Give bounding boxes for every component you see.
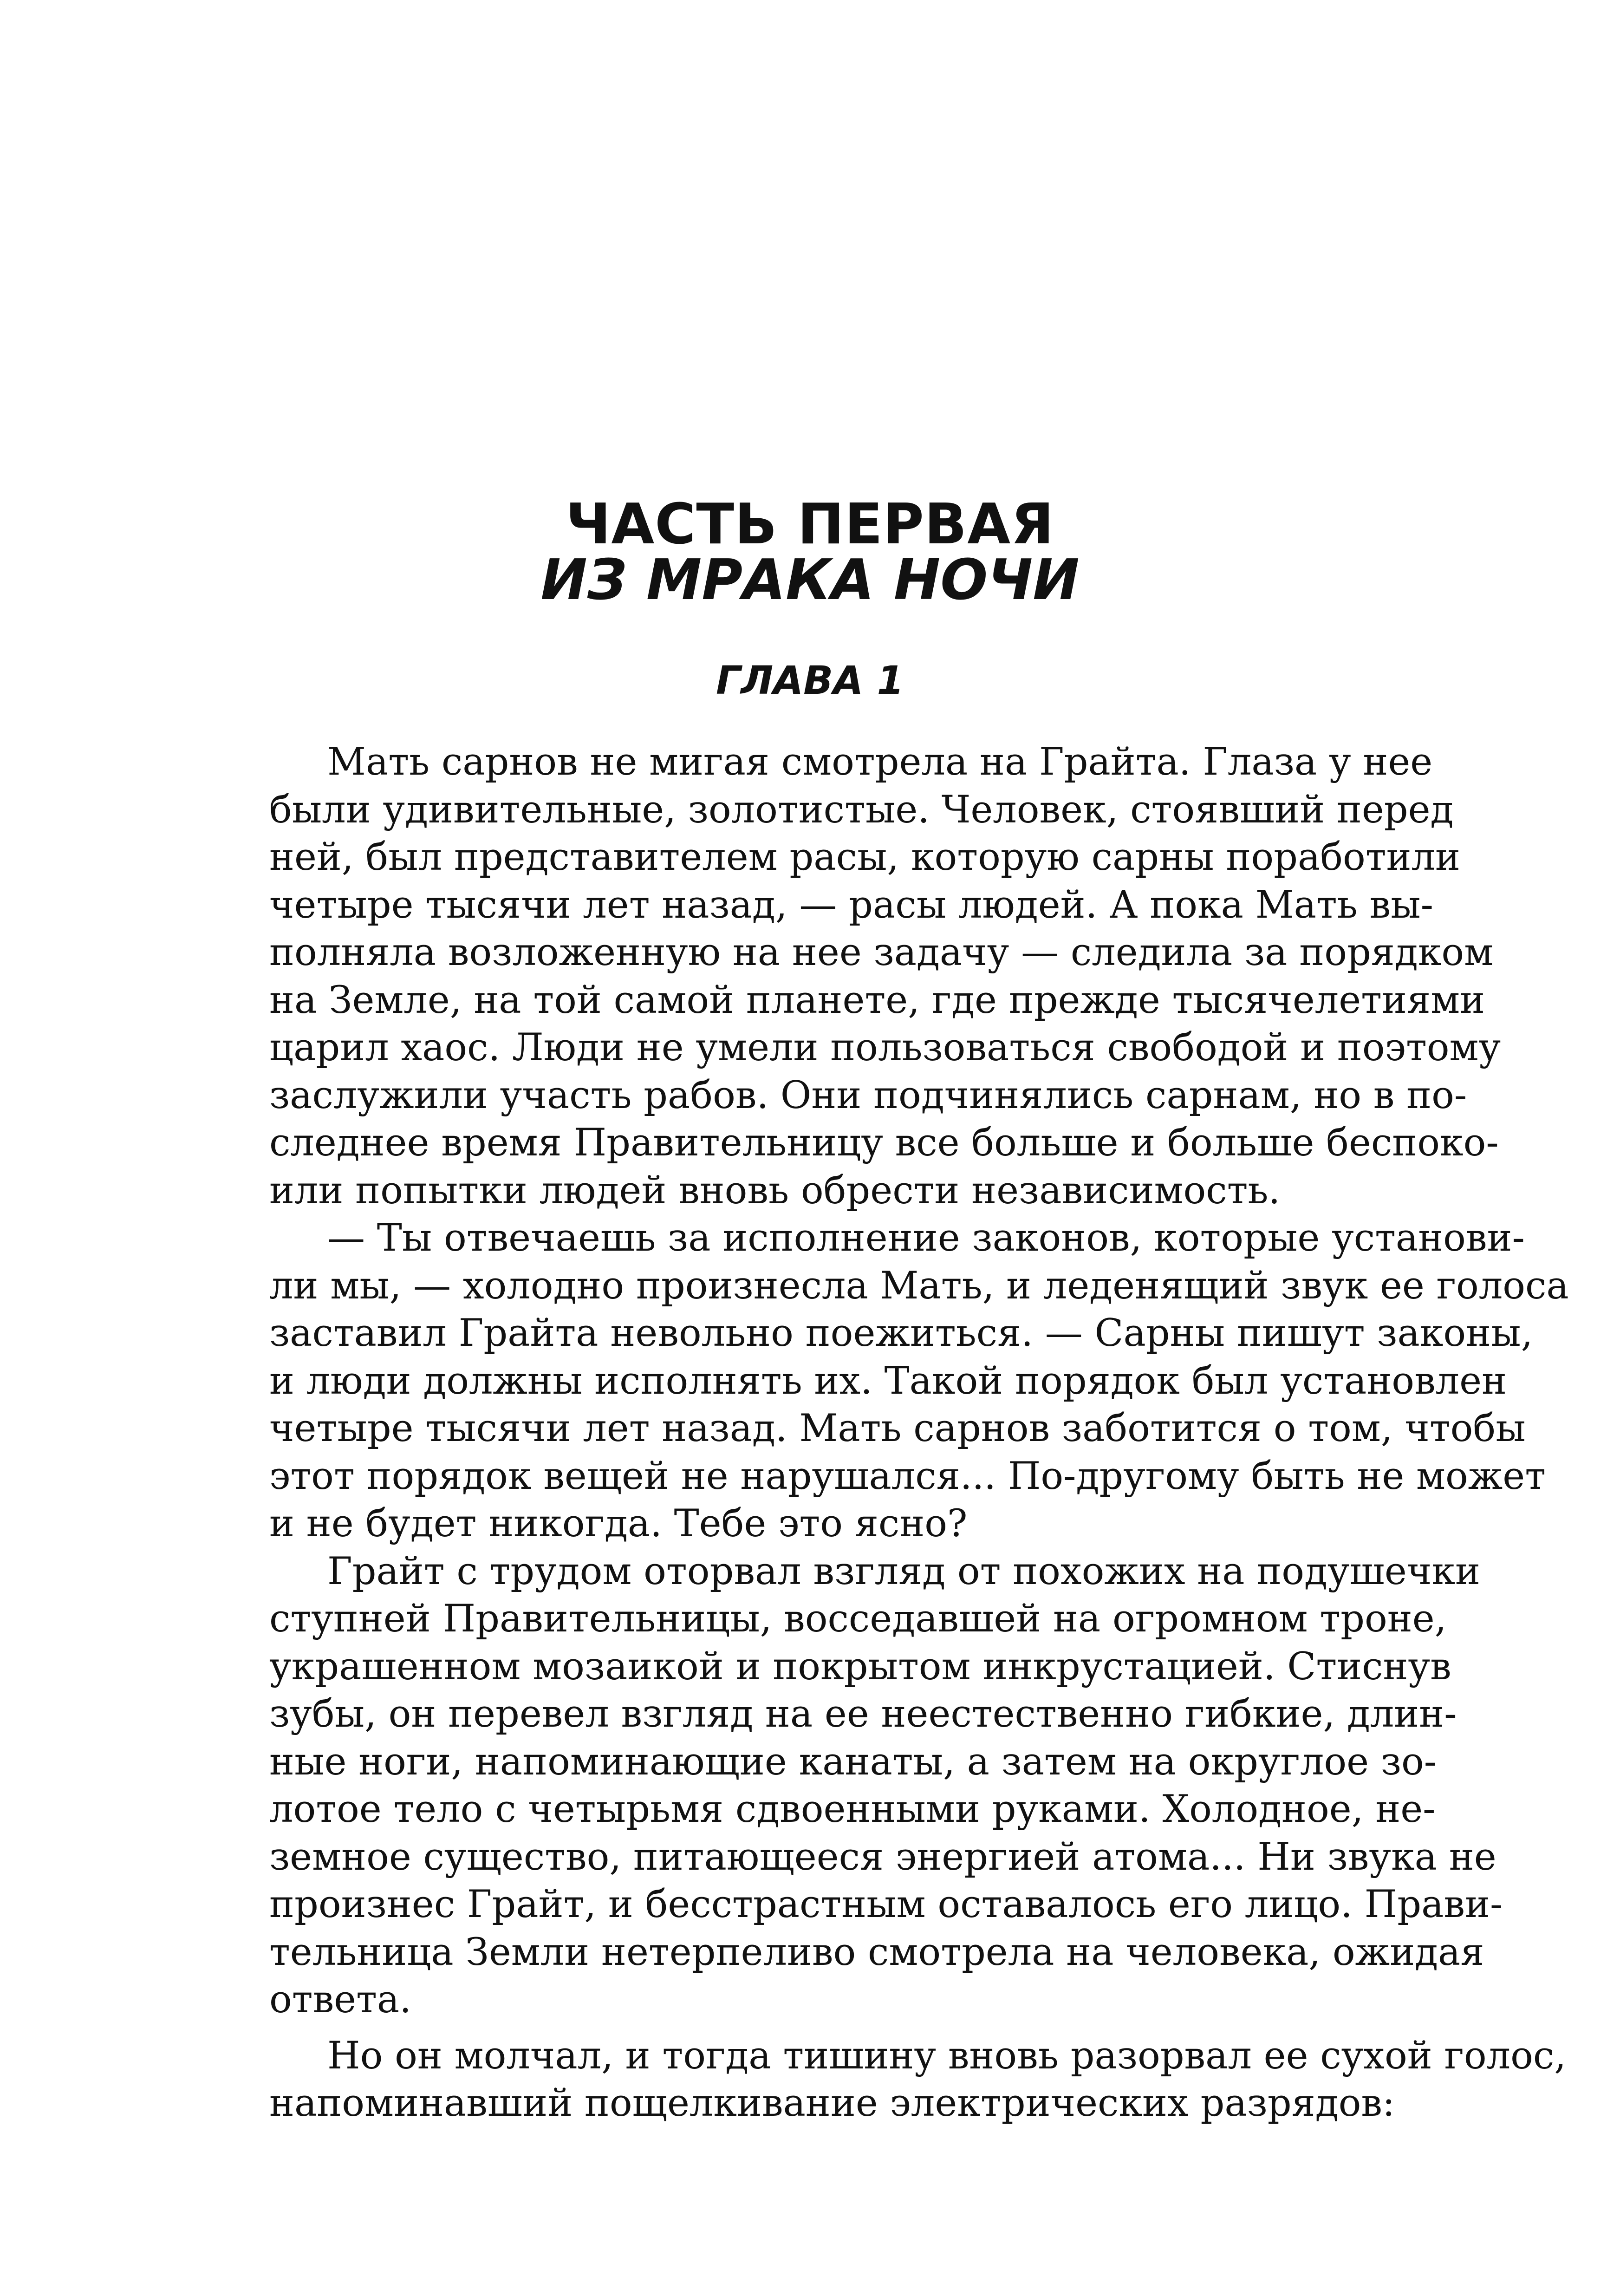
text-line: лотое тело с четырьмя сдвоенными руками. Холодное, не- <box>269 1787 1436 1831</box>
text-line: земное существо, питающееся энергией атома... Ни звука не <box>269 1835 1496 1879</box>
text-line: этот порядок вещей не нарушался... По-другому быть не может <box>269 1454 1546 1498</box>
text-line: Но он молчал, и тогда тишину вновь разорвал ее сухой голос, <box>327 2034 1567 2078</box>
part-subtitle: ИЗ МРАКА НОЧИ <box>540 548 1080 613</box>
text-line: ответа. <box>269 1978 411 2022</box>
text-line: — Ты отвечаешь за исполнение законов, которые установи- <box>327 1216 1525 1260</box>
text-line: зубы, он перевел взгляд на ее неестественно гибкие, длин- <box>269 1692 1457 1736</box>
text-line: и люди должны исполнять их. Такой порядок был установлен <box>269 1359 1507 1403</box>
text-line: четыре тысячи лет назад. Мать сарнов заботится о том, чтобы <box>269 1407 1526 1450</box>
text-line: и не будет никогда. Тебе это ясно? <box>269 1502 968 1546</box>
body-text <box>269 738 1569 2127</box>
text-line: заставил Грайта невольно поежиться. — Сарны пишут законы, <box>269 1311 1533 1355</box>
text-line: или попытки людей вновь обрести независимость. <box>269 1168 1281 1213</box>
text-line: напоминавший пощелкивание электрических разрядов: <box>269 2081 1395 2125</box>
text-line: Грайт с трудом оторвал взгляд от похожих на подушечки <box>327 1549 1480 1593</box>
text-line: ные ноги, напоминающие канаты, а затем на округлое зо- <box>269 1740 1437 1784</box>
text-line: произнес Грайт, и бесстрастным оставалось его лицо. Прави- <box>269 1883 1503 1926</box>
text-line: следнее время Правительницу все больше и больше беспоко- <box>269 1121 1499 1165</box>
chapter-heading: ГЛАВА 1 <box>716 658 904 703</box>
text-line: украшенном мозаикой и покрытом инкрустацией. Стиснув <box>269 1644 1451 1689</box>
text-line: ступней Правительницы, восседавшей на огромном троне, <box>269 1597 1447 1641</box>
text-line: ли мы, — холодно произнесла Мать, и леденящий звук ее голоса <box>269 1264 1569 1308</box>
text-line: полняла возложенную на нее задачу — следила за порядком <box>269 931 1494 974</box>
text-line: на Земле, на той самой планете, где прежде тысячелетиями <box>269 978 1485 1022</box>
text-line: были удивительные, золотистые. Человек, стоявший перед <box>269 788 1454 832</box>
text-line: тельница Земли нетерпеливо смотрела на человека, ожидая <box>269 1930 1484 1974</box>
text-line: заслужили участь рабов. Они подчинялись сарнам, но в по- <box>269 1073 1467 1117</box>
text-line: ней, был представителем расы, которую сарны поработили <box>269 835 1461 879</box>
text-line: четыре тысячи лет назад, — расы людей. А пока Мать вы- <box>269 883 1433 927</box>
text-line: Мать сарнов не мигая смотрела на Грайта. Глаза у нее <box>327 740 1433 784</box>
text-line: царил хаос. Люди не умели пользоваться свободой и поэтому <box>269 1026 1501 1070</box>
part-title: ЧАСТЬ ПЕРВАЯ <box>566 492 1054 557</box>
